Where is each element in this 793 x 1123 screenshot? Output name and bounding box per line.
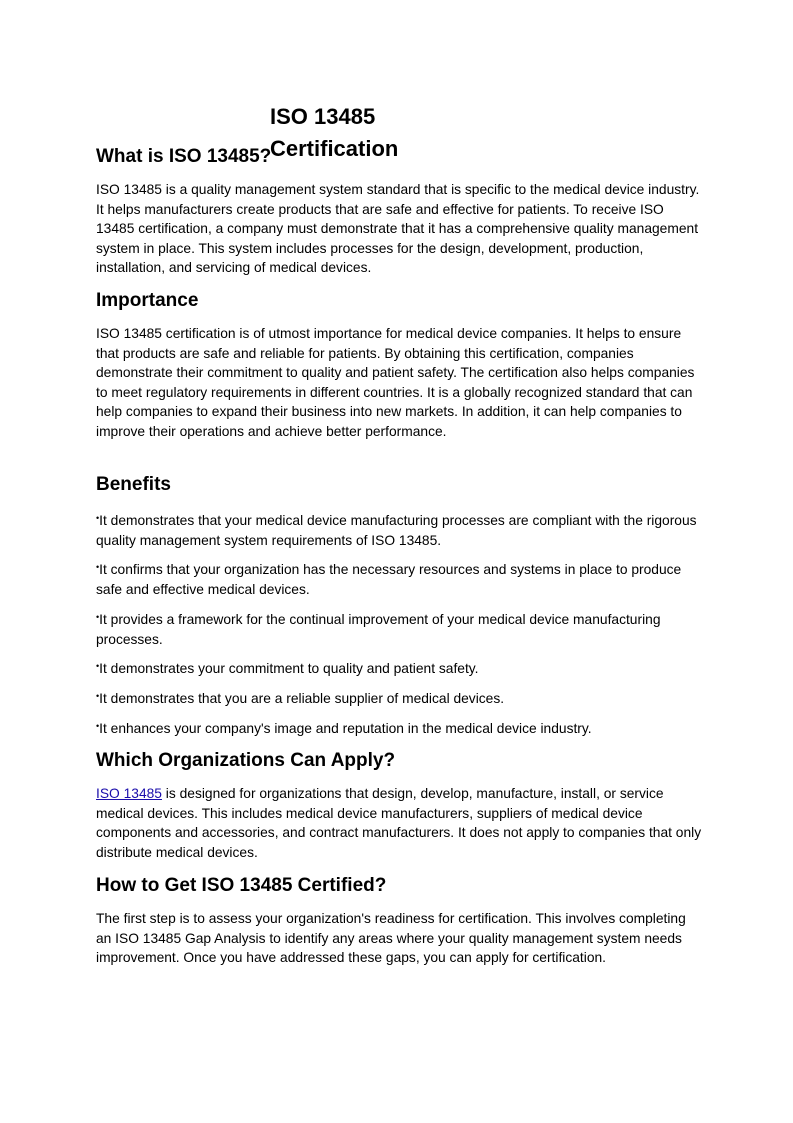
- paragraph-how-to: The first step is to assess your organization's readiness for certification. This involves completing an ISO 13485 Gap Analysis to identify any areas where your quality management system needs improvement. Once you have addressed these gaps, you can apply for certification.: [96, 911, 686, 966]
- benefit-item: [96, 509, 702, 550]
- paragraph-what-is: ISO 13485 is a quality management system standard that is specific to the medical device industry. It helps manufacturers create products that are safe and effective for patients. To receive ISO 13485 certification, a company must demonstrate that it has a comprehensive quality management system in place. This system includes processes for the design, development, production, installation, and servicing of medical devices.: [96, 182, 700, 276]
- benefit-text: It confirms that your organization has the necessary resources and systems in place to produce safe and effective medical devices.: [96, 562, 682, 597]
- benefit-item: [96, 657, 702, 679]
- paragraph-which-orgs-text: is designed for organizations that design, develop, manufacture, install, or service medical devices. This includes medical device manufacturers, suppliers of medical device components and accessories, and contract manufacturers. It does not apply to companies that only distribute medical devices.: [96, 786, 702, 860]
- paragraph-which-orgs: [96, 784, 702, 862]
- heading-how-to: How to Get ISO 13485 Certified?: [96, 875, 387, 896]
- bullet-icon: •: [96, 691, 100, 701]
- benefit-text: It demonstrates that your medical device manufacturing processes are compliant with the rigorous quality management system requirements of ISO 13485.: [96, 513, 697, 548]
- benefit-item: [96, 687, 702, 709]
- heading-what-is: What is ISO 13485?: [96, 146, 272, 167]
- benefit-text: It provides a framework for the continual improvement of your medical device manufacturing processes.: [96, 612, 661, 647]
- heading-importance: Importance: [96, 290, 199, 311]
- benefit-text: It demonstrates your commitment to quality and patient safety.: [99, 661, 479, 676]
- heading-benefits: Benefits: [96, 474, 171, 495]
- document-title: ISO 13485 Certification: [270, 104, 399, 161]
- heading-which-orgs: Which Organizations Can Apply?: [96, 750, 396, 771]
- bullet-icon: •: [96, 721, 100, 731]
- bullet-icon: •: [96, 661, 100, 671]
- benefit-item: [96, 717, 702, 739]
- benefit-item: [96, 558, 702, 599]
- bullet-icon: •: [96, 562, 100, 572]
- paragraph-importance: ISO 13485 certification is of utmost importance for medical device companies. It helps to ensure that products are safe and reliable for patients. By obtaining this certification, companies demonstrate their commitment to quality and patient safety. The certification also helps companies to meet regulatory requirements in different countries. It is a globally recognized standard that can help companies to expand their business into new markets. In addition, it can help companies to improve their operations and achieve better performance.: [96, 326, 695, 439]
- benefit-item: [96, 608, 702, 649]
- benefit-text: It demonstrates that you are a reliable supplier of medical devices.: [99, 691, 505, 706]
- bullet-icon: •: [96, 612, 100, 622]
- iso-13485-link[interactable]: ISO 13485: [96, 786, 162, 801]
- bullet-icon: •: [96, 513, 100, 523]
- benefit-text: It enhances your company's image and reputation in the medical device industry.: [99, 721, 592, 736]
